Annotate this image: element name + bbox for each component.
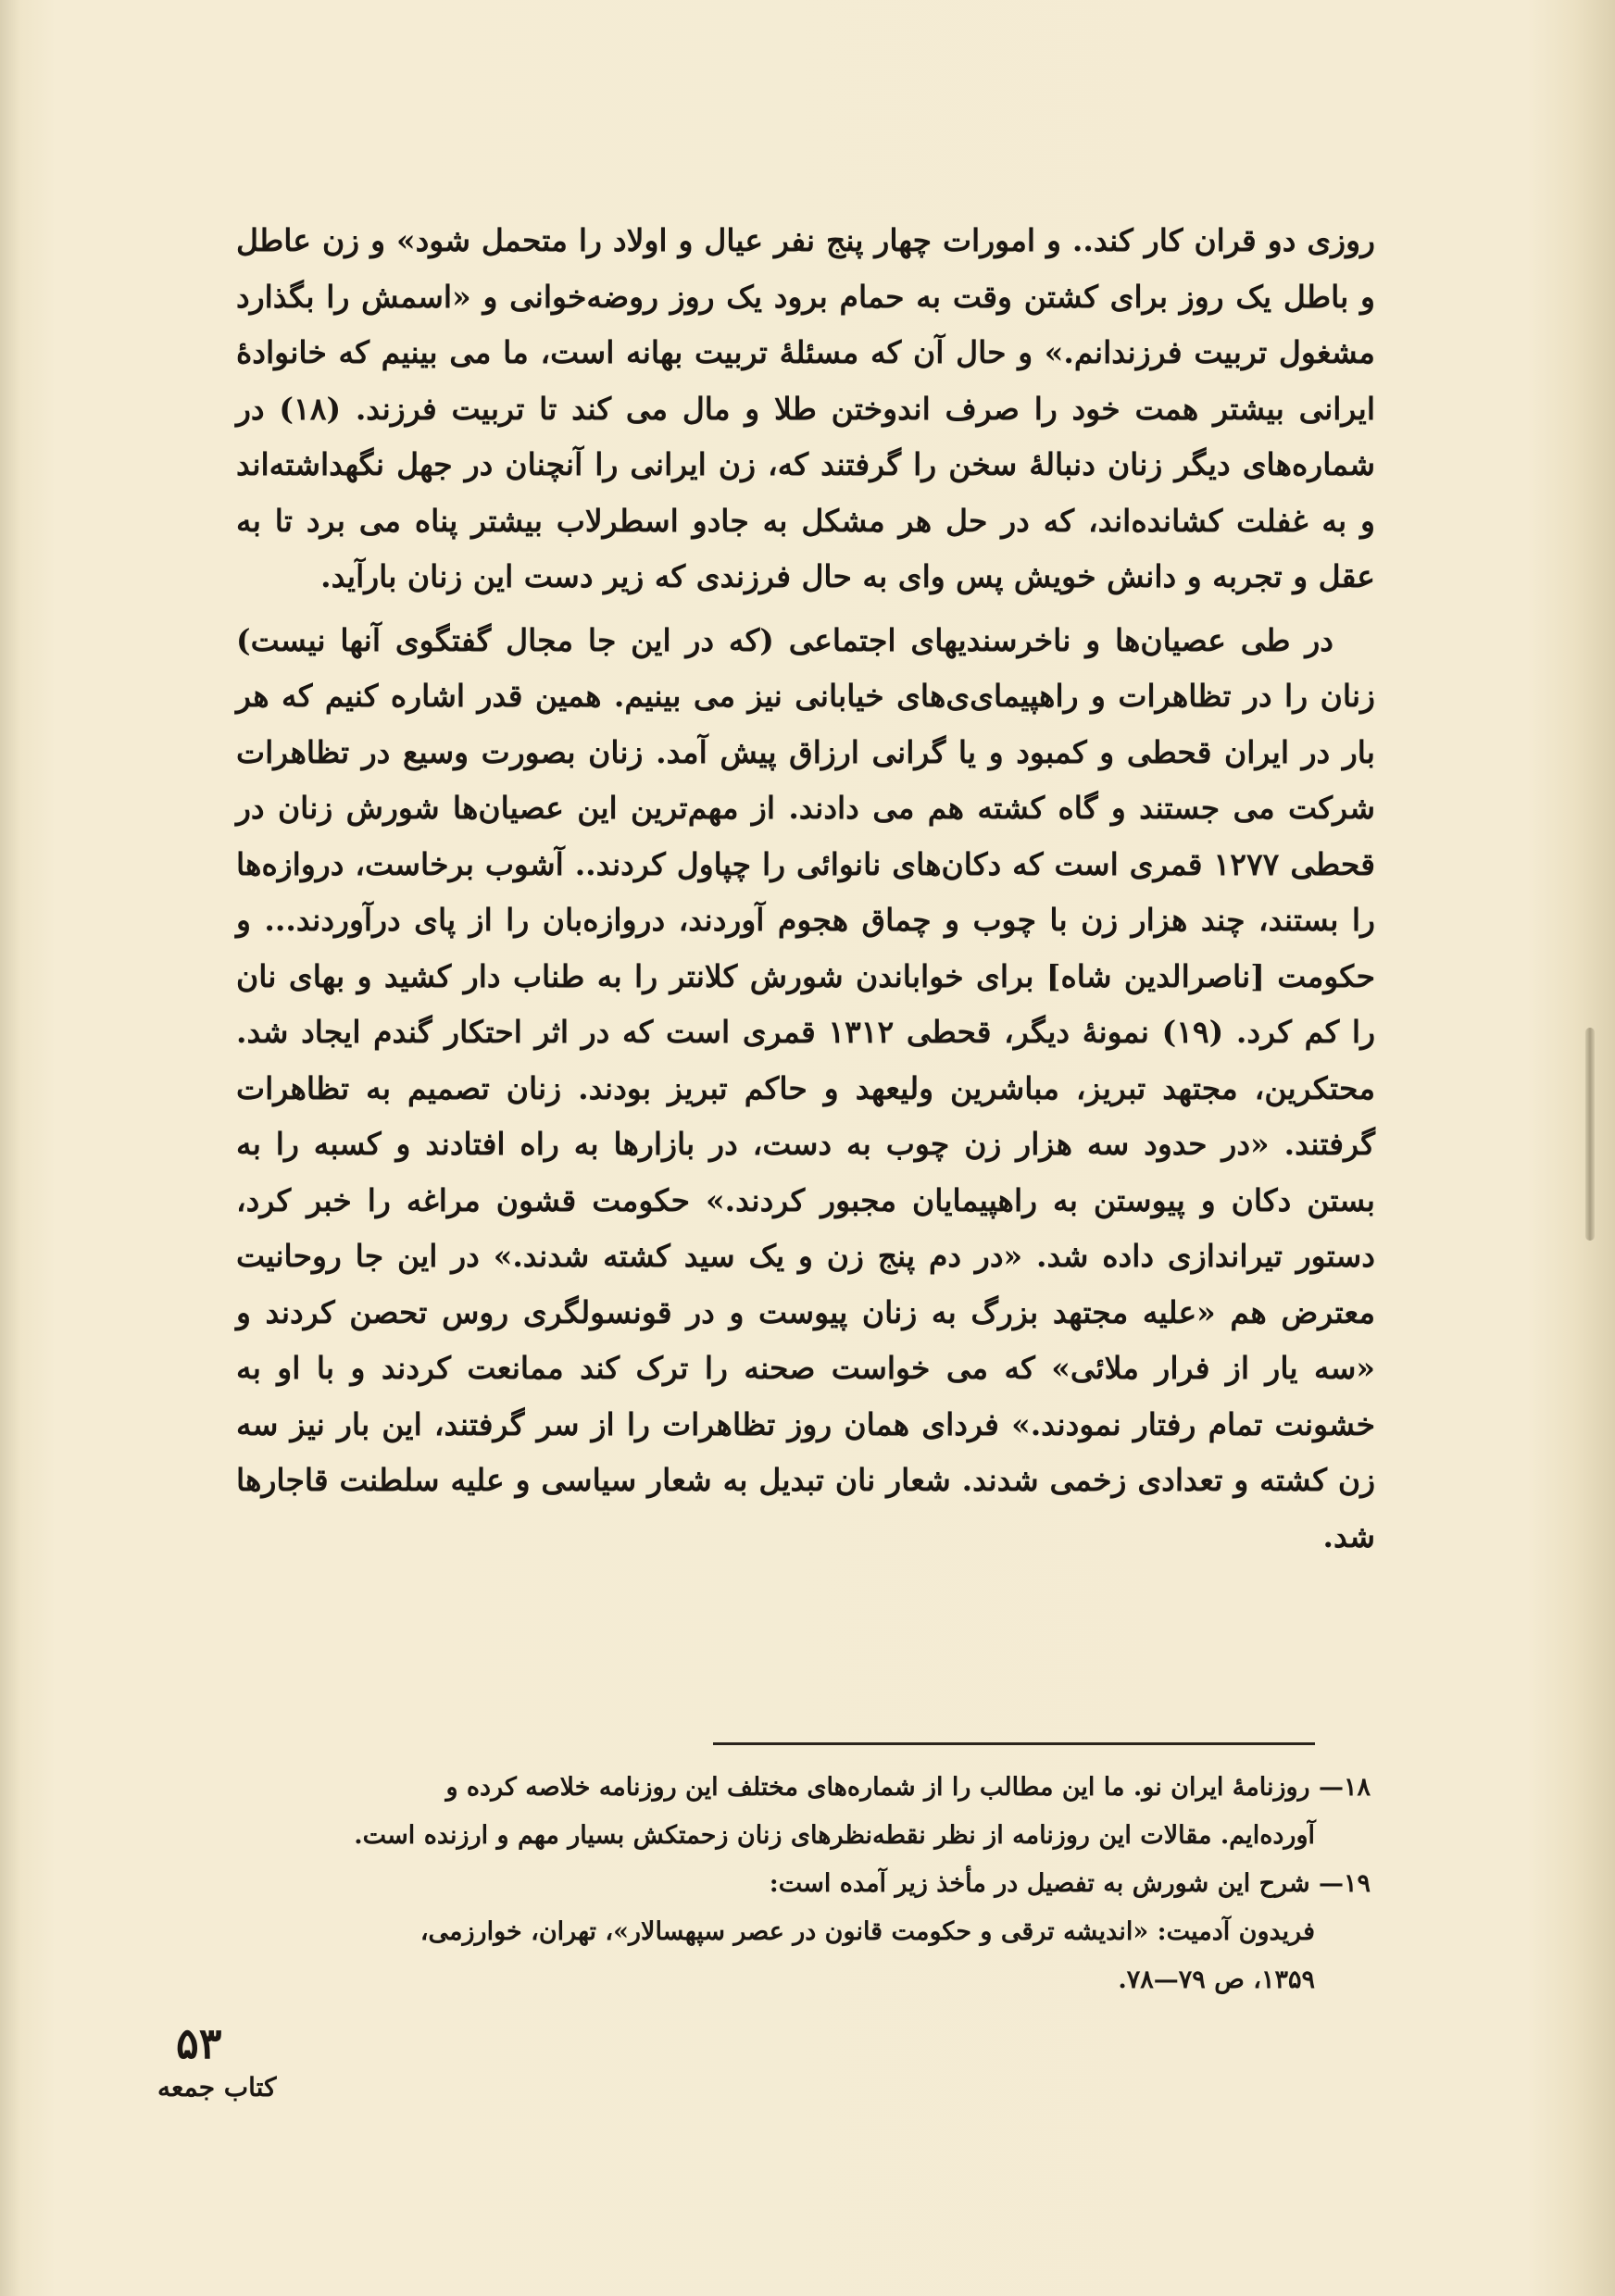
footnote-divider [713,1742,1315,1745]
page-number: ۵۳ [176,2018,222,2068]
journal-name: کتاب جمعه [157,2072,277,2103]
footnote-18-line-2: آورده‌ایم. مقالات این روزنامه از نظر نقطه‌نظرهای زنان زحمتکش بسیار مهم و ارزنده است. [354,1821,1315,1850]
footnote-19-line-1: ۱۹— شرح این شورش به تفصیل در مأخذ زیر آمده است: [769,1869,1371,1898]
footnote-18-line-1: ۱۸— روزنامهٔ ایران نو. ما این مطالب را از شماره‌های مختلف این روزنامه خلاصه کرده و [445,1773,1371,1802]
paper-edge-mark [1585,1028,1595,1241]
footnote-19-line-2: فریدون آدمیت: «اندیشه ترقی و حکومت قانون در عصر سپهسالار»، تهران، خوارزمی، [419,1917,1315,1946]
footnotes [278,1764,1371,2004]
body-text [236,213,1375,1565]
footnote-19-line-3: ۱۳۵۹، ص ۷۹—۷۸. [1118,1965,1315,1994]
paragraph-1: روزی دو قران کار کند.. و امورات چهار پنج نفر عیال و اولاد را متحمل شود» و زن عاطل و باطل یک روز برای کشتن وقت به حمام برود یک روز روضه‌خوانی و «اسمش را بگذارد مشغول تربیت فرزندانم.» و حال آن که مسئلهٔ تربیت بهانه است، ما می بینیم که خانوادهٔ ایرانی بیشتر همت خود را صرف اندوختن طلا و مال می کند تا تربیت فرزند. (۱۸) در شماره‌های دیگر زنان دنبالهٔ سخن را گرفتند که، زن ایرانی را آنچنان در جهل نگهداشته‌اند و به غفلت کشانده‌اند، که در حل هر مشکل به جادو اسطرلاب بیشتر پناه می برد تا به عقل و تجربه و دانش خویش پس وای به حال فرزندی که زیر دست این زنان بارآید. [236,222,1375,594]
paragraph-2: در طی عصیان‌ها و ناخرسندیهای اجتماعی (که در این جا مجال گفتگوی آنها نیست) زنان را در تظاهرات و راهپیمای‌ی‌های خیابانی نیز می بینیم. همین قدر اشاره کنیم که هر بار در ایران قحطی و کمبود و یا گرانی ارزاق پیش آمد. زنان بصورت وسیع در تظاهرات شرکت می جستند و گاه کشته هم می دادند. از مهم‌ترین این عصیان‌ها شورش زنان در قحطی ۱۲۷۷ قمری است که دکان‌های نانوائی را چپاول کردند.. آشوب برخاست، دروازه‌ها را بستند، چند هزار زن با چوب و چماق هجوم آوردند، دروازه‌بان را از پای درآوردند... و حکومت [ناصرالدین شاه] برای خواباندن شورش کلانتر را به طناب دار کشید و بهای نان را کم کرد. (۱۹) نمونهٔ دیگر، قحطی ۱۳۱۲ قمری است که در اثر احتکار گندم ایجاد شد. محتکرین، مجتهد تبریز، مباشرین ولیعهد و حاکم تبریز بودند. زنان تصمیم به تظاهرات گرفتند. «در حدود سه هزار زن چوب به دست، در بازارها به راه افتادند و کسبه را به بستن دکان و پیوستن به راهپیمایان مجبور کردند.» حکومت قشون مراغه را خبر کرد، دستور تیراندازی داده شد. «در دم پنج زن و یک سید کشته شدند.» در این جا روحانیت معترض هم «علیه مجتهد بزرگ به زنان پیوست و در قونسولگری روس تحصن کردند و «سه یار از فرار ملائی» که می خواست صحنه را ترک کند ممانعت کردند و با او به خشونت تمام رفتار نمودند.» فردای همان روز تظاهرات را از سر گرفتند، این بار نیز سه زن کشته و تعدادی زخمی شدند. شعار نان تبدیل به شعار سیاسی و علیه سلطنت قاجارها شد. [236,621,1376,1554]
